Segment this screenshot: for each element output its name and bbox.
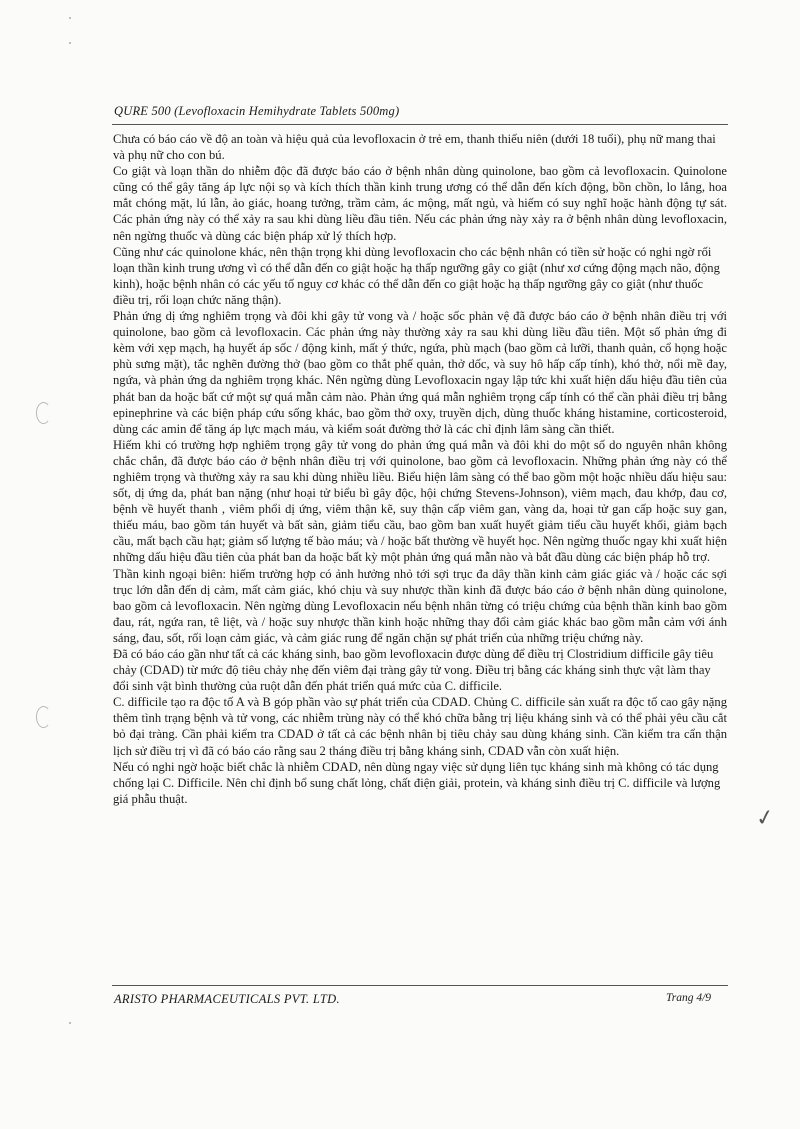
document-body	[113, 131, 727, 807]
paragraph: Hiếm khi có trường hợp nghiêm trọng gây tử vong do phản ứng quá mẫn và đôi khi do một số do nguyên nhân không chắc chắn, đã được báo cáo ở bệnh nhân điều trị với quinolone, bao gồm cả levofloxacin. Những phản ứng này có thể nghiêm trọng và thường xảy ra sau khi dùng nhiều liều. Biểu hiện lâm sàng có thể bao gồm một hoặc nhiều dấu hiệu sau: sốt, dị ứng da, phát ban nặng (như hoại tử biểu bì gây độc, hội chứng Stevens-Johnson), viêm mạch, đau khớp, đau cơ, bệnh về huyết thanh , viêm phổi dị ứng, viêm thận kẽ, suy thận cấp viêm gan, vàng da, hoại tử gan cấp hoặc suy gan, thiếu máu, bao gồm tán huyết và bất sản, giảm tiểu cầu, bao gồm ban xuất huyết giảm tiểu cầu huyết khối, giảm bạch cầu, mất bạch cầu hạt; giảm số lượng tế bào máu; và / hoặc bất thường về huyết học. Nên ngừng thuốc ngay khi xuất hiện những dấu hiệu đầu tiên của phát ban da hoặc bất kỳ một phản ứng quá mẫn nào và bắt đầu dùng các biện pháp hỗ trợ.	[113, 437, 727, 565]
paragraph: Chưa có báo cáo về độ an toàn và hiệu quả của levofloxacin ở trẻ em, thanh thiếu niên (dưới 18 tuổi), phụ nữ mang thai và phụ nữ cho con bú.	[113, 132, 716, 163]
punch-hole-mark	[36, 402, 51, 424]
punch-hole-mark	[36, 706, 51, 728]
header-rule	[112, 124, 728, 125]
scan-speck	[69, 17, 71, 19]
paragraph: Phản ứng dị ứng nghiêm trọng và đôi khi gây tử vong và / hoặc sốc phản vệ đã được báo cáo ở bệnh nhân điều trị với quinolone, bao gồm cả levofloxacin. Các phản ứng này thường xảy ra sau khi dùng liều đầu tiên. Một số phản ứng đi kèm với xẹp mạch, hạ huyết áp sốc / động kinh, mất ý thức, ngứa, phù mạch (bao gồm cả lưỡi, thanh quản, cổ họng hoặc phù sưng mặt), tắc nghẽn đường thở (bao gồm co thắt phế quản, thở dốc, và suy hô hấp cấp tính), khó thở, nổi mề đay, ngứa, và phản ứng da nghiêm trọng khác. Nên ngừng dùng Levofloxacin ngay lập tức khi xuất hiện dấu hiệu đầu tiên của phát ban da hoặc bất cứ một sự quá mẫn cảm nào. Phản ứng quá mẫn nghiêm trọng cấp tính có thể cần phải điều trị bằng epinephrine và các biện pháp cứu sống khác, bao gồm thở oxy, truyền dịch, dùng thuốc kháng histamine, corticosteroid, dùng các amin để tăng áp lực mạch máu, và kiểm soát đường thở là các chỉ định lâm sàng cần thiết.	[113, 309, 727, 436]
paragraph: Nếu có nghi ngờ hoặc biết chắc là nhiễm CDAD, nên dùng ngay việc sử dụng liên tục kháng sinh mà không có tác dụng chống lại C. Difficile. Nên chỉ định bổ sung chất lỏng, chất điện giải, protein, và kháng sinh điều trị C. difficile và lượng giá phẫu thuật.	[113, 759, 721, 806]
paragraph: Đã có báo cáo gần như tất cả các kháng sinh, bao gồm levofloxacin được dùng để điều trị Clostridium difficile gây tiêu chảy (CDAD) từ mức độ tiêu chảy nhẹ đến viêm đại tràng gây tử vong. Điều trị bằng các kháng sinh thực vật làm thay đổi sinh vật bình thường của ruột dẫn đến phát triển quá mức của C. difficile.	[113, 647, 714, 694]
scan-speck	[69, 1022, 71, 1024]
footer-rule	[112, 985, 728, 986]
paragraph: Cũng như các quinolone khác, nên thận trọng khi dùng levofloxacin cho các bệnh nhân có tiền sử hoặc có nghi ngờ rối loạn thần kinh trung ương vì có thể dẫn đến co giật hoặc hạ thấp ngưỡng gây co giật (như xơ cứng động mạch não, động kinh), hoặc bệnh nhân có các yếu tố nguy cơ khác có thể dẫn đến co giật hoặc hạ thấp ngưỡng gây co giật (như thuốc điều trị, rối loạn chức năng thận).	[113, 244, 720, 307]
handwritten-check-mark: ✓	[753, 804, 777, 833]
paragraph: Co giật và loạn thần do nhiễm độc đã được báo cáo ở bệnh nhân dùng quinolone, bao gồm cả levofloxacin. Quinolone cũng có thể gây tăng áp lực nội sọ và kích thích thần kinh trung ương có thể dẫn đến kích động, bồn chồn, lo lắng, hoa mắt chóng mặt, lú lẫn, ảo giác, hoang tưởng, trầm cảm, ác mộng, mất ngủ, và hiếm có suy nghĩ hoặc hành động tự sát. Các phản ứng này có thể xảy ra sau khi dùng liều đầu tiên. Nếu các phản ứng này xảy ra ở bệnh nhân dùng levofloxacin, nên ngừng thuốc và dùng các biện pháp xử lý thích hợp.	[113, 164, 727, 243]
paragraph: C. difficile tạo ra độc tố A và B góp phần vào sự phát triển của CDAD. Chủng C. difficile sản xuất ra độc tố cao gây nặng thêm tình trạng bệnh và tử vong, các nhiễm trùng này có thể khó chữa bằng trị liệu kháng sinh và có thể phải yêu cầu cắt bỏ đại tràng. Cần phải kiểm tra CDAD ở tất cả các bệnh nhân bị tiêu chảy sau dùng kháng sinh. Cần kiểm tra cẩn thận lịch sử điều trị vì đã có báo cáo rằng sau 2 tháng điều trị bằng kháng sinh, CDAD vẫn còn xuất hiện.	[113, 695, 727, 758]
document-header-title: QURE 500 (Levofloxacin Hemihydrate Tablets 500mg)	[114, 104, 400, 118]
paragraph: Thần kinh ngoại biên: hiếm trường hợp có ảnh hưởng nhỏ tới sợi trục đa dây thần kinh cảm giác giác và / hoặc các sợi trục lớn dẫn đến dị cảm, mất cảm giác, khó chịu và suy nhược thần kinh đã được báo cáo ở bệnh nhân dùng quinolone, bao gồm cả levofloxacin. Nên ngừng dùng Levofloxacin nếu bệnh nhân từng có triệu chứng của bệnh thần kinh bao gồm đau, rát, ngứa ran, tê liệt, và / hoặc suy nhược thần kinh hoặc những thay đổi cảm giác khác bao gồm mẫn cảm với ánh sáng, đau, sốt, rối loạn cảm giác, và cảm giác rung để ngăn chặn sự phát triển của những triệu chứng này.	[113, 566, 727, 645]
footer-company: ARISTO PHARMACEUTICALS PVT. LTD.	[114, 992, 340, 1006]
scan-speck	[69, 42, 71, 44]
page-number: Trang 4/9	[666, 992, 712, 1004]
